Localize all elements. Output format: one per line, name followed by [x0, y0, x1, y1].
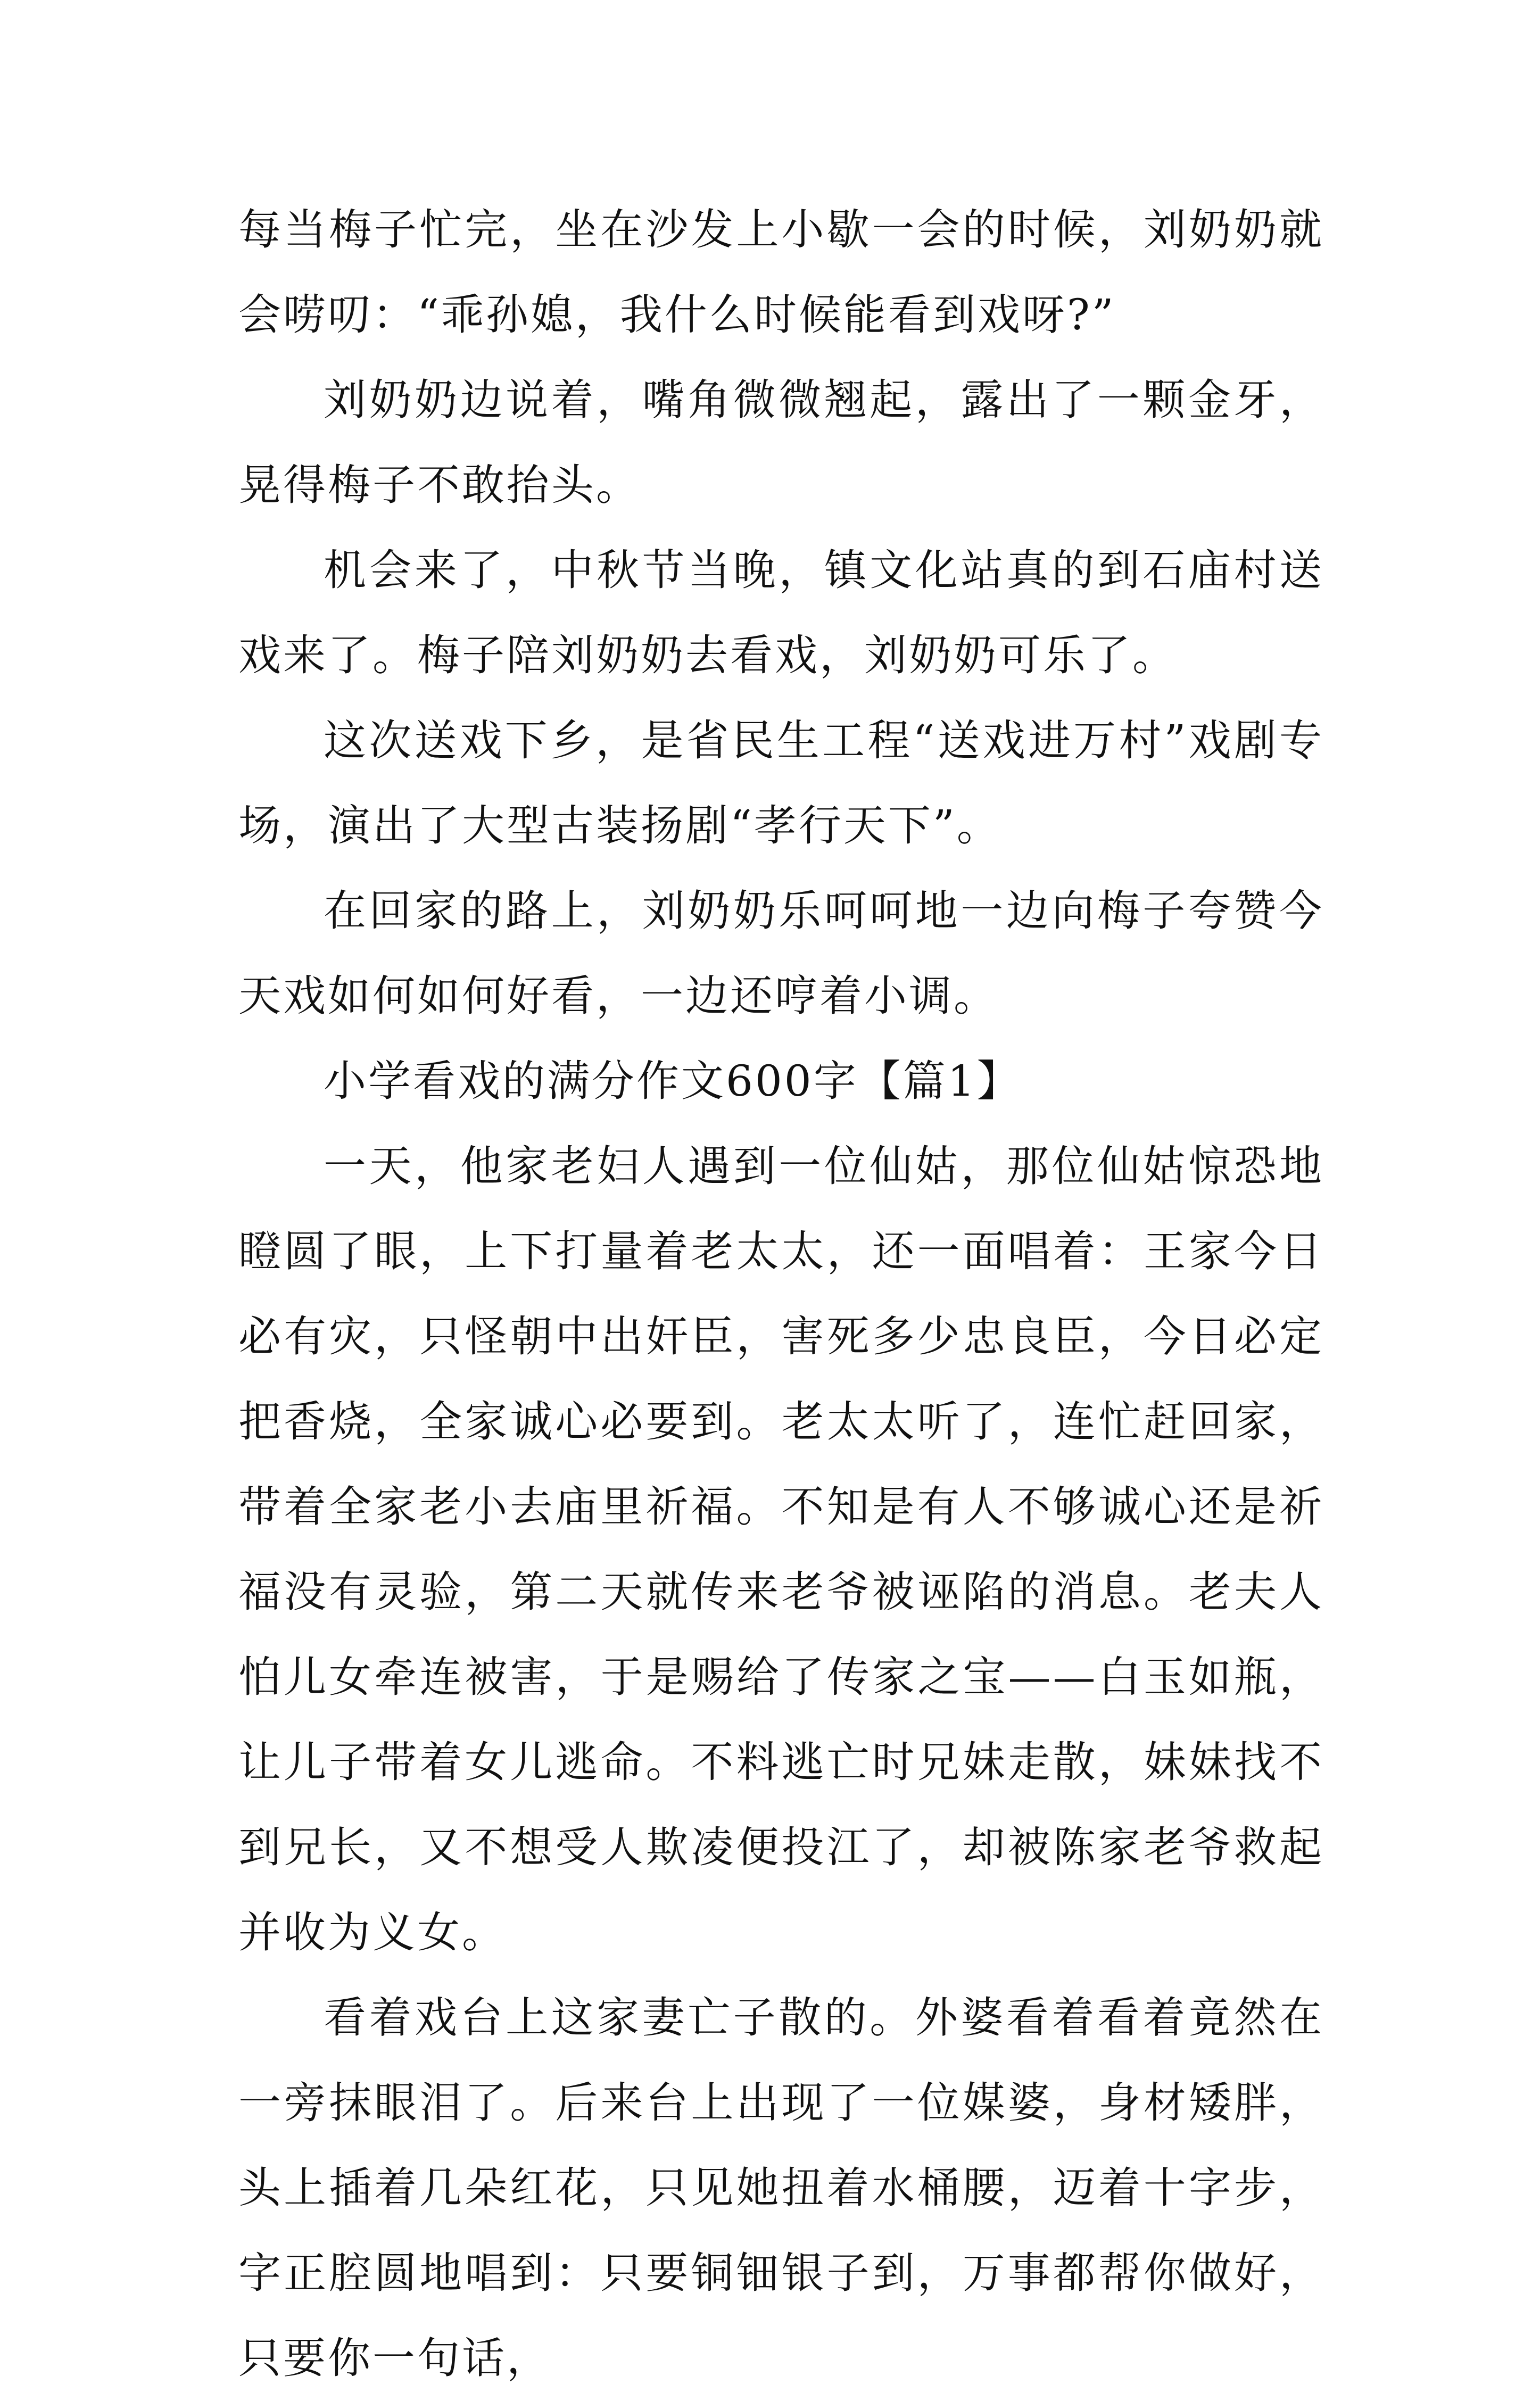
- paragraph-6: 一天，他家老妇人遇到一位仙姑，那位仙姑惊恐地瞪圆了眼，上下打量着老太太，还一面唱着：王家今日必有灾，只怪朝中出奸臣，害死多少忠良臣，今日必定把香烧，全家诚心必要到。老太太听了，连忙赶回家，带着全家老小去庙里祈福。不知是有人不够诚心还是祈福没有灵验，第二天就传来老爷被诬陷的消息。老夫人怕儿女牵连被害，于是赐给了传家之宝——白玉如瓶，让儿子带着女儿逃命。不料逃亡时兄妹走散，妹妹找不到兄长，又不想受人欺凌便投江了，却被陈家老爷救起并收为义女。: [238, 1141, 1324, 1957]
- paragraph-1: 每当梅子忙完，坐在沙发上小歇一会的时候，刘奶奶就会唠叨：“乖孙媳，我什么时候能看到戏呀?”: [238, 205, 1324, 340]
- document-body: [238, 187, 1324, 2401]
- paragraph-5: 在回家的路上，刘奶奶乐呵呵地一边向梅子夸赞今天戏如何如何好看，一边还哼着小调。: [238, 886, 1324, 1021]
- paragraph-3: 机会来了，中秋节当晚，镇文化站真的到石庙村送戏来了。梅子陪刘奶奶去看戏，刘奶奶可乐了。: [238, 545, 1324, 680]
- paragraph-4: 这次送戏下乡，是省民生工程“送戏进万村”戏剧专场，演出了大型古装扬剧“孝行天下”。: [238, 716, 1324, 850]
- paragraph-2: 刘奶奶边说着，嘴角微微翘起，露出了一颗金牙，晃得梅子不敢抬头。: [238, 375, 1324, 510]
- paragraph-7: 看着戏台上这家妻亡子散的。外婆看着看着竟然在一旁抹眼泪了。后来台上出现了一位媒婆，身材矮胖，头上插着几朵红花，只见她扭着水桶腰，迈着十字步，字正腔圆地唱到：只要铜钿银子到，万事都帮你做好，只要你一句话，: [238, 1993, 1324, 2383]
- section-heading: 小学看戏的满分作文600字【篇1】: [324, 1056, 1022, 1106]
